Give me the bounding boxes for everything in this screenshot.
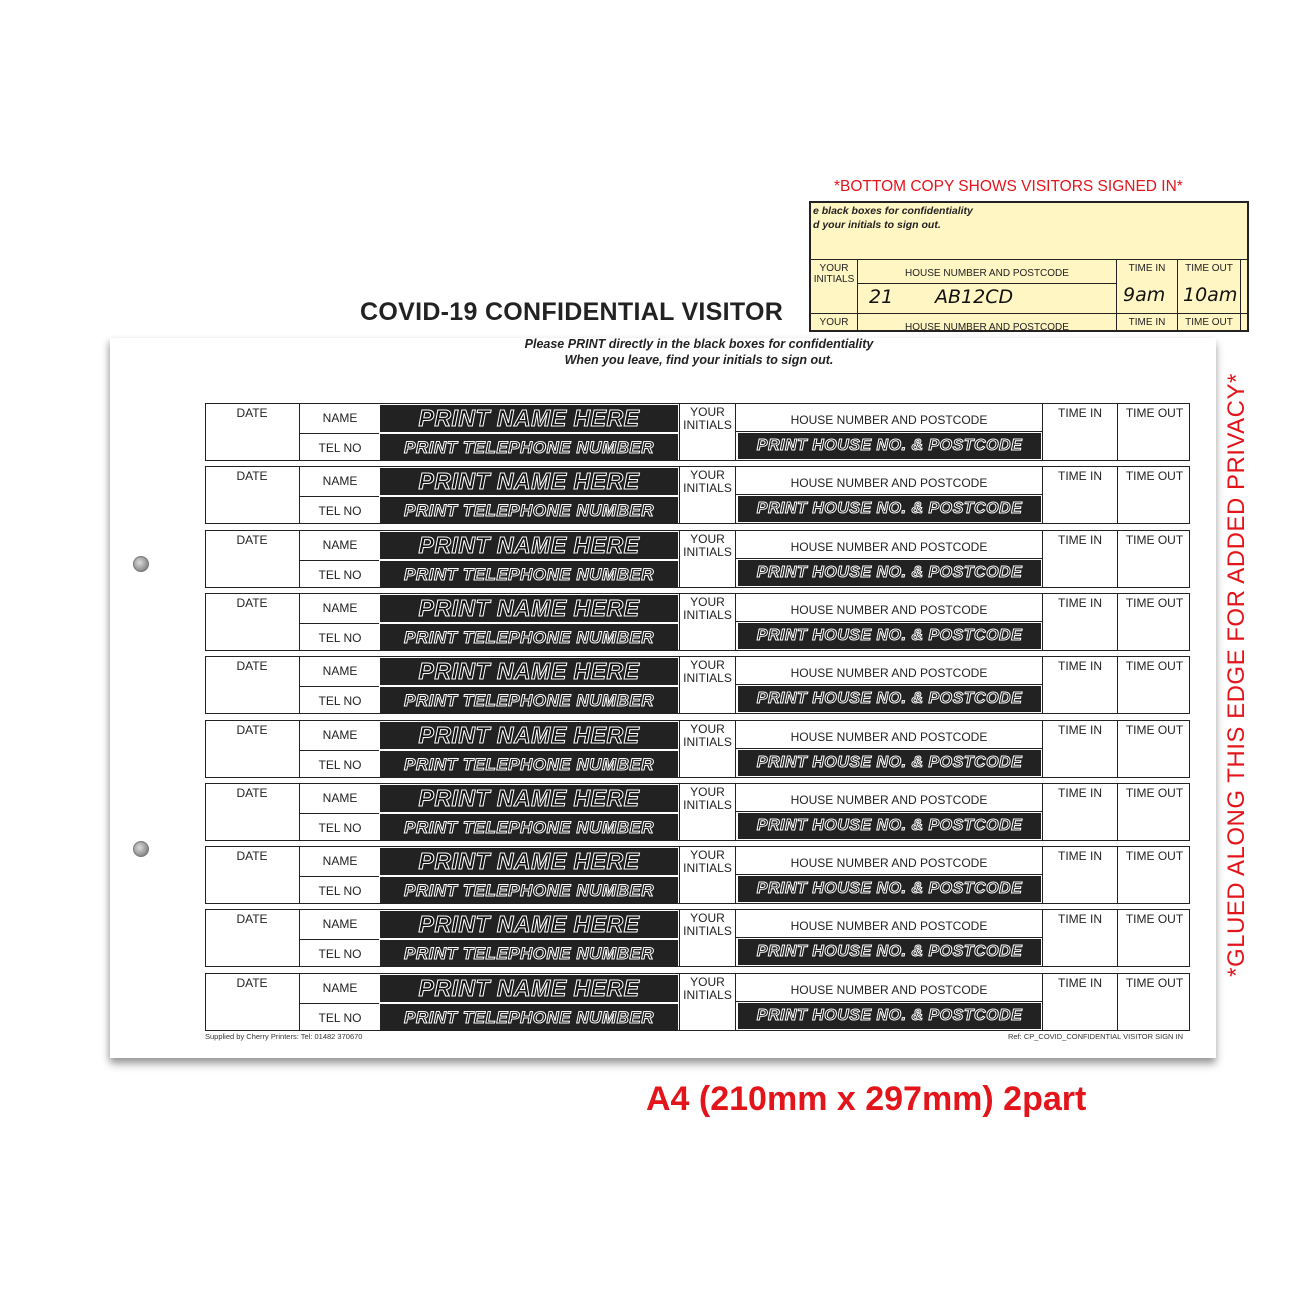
- row-divider: [299, 496, 379, 497]
- time-out-label: TIME OUT: [1125, 596, 1184, 610]
- print-tel-box[interactable]: PRINT TELEPHONE NUMBER: [380, 940, 678, 966]
- row-divider: [735, 494, 1042, 495]
- time-out-label: TIME OUT: [1125, 912, 1184, 926]
- initials-word-1: YOUR: [690, 532, 725, 546]
- row-divider: [299, 1003, 379, 1004]
- row-divider: [299, 623, 379, 624]
- copy-initials-label-2: [813, 317, 855, 328]
- time-in-label: TIME IN: [1058, 786, 1102, 800]
- visitor-row: [205, 466, 1190, 524]
- bottom-copy-note: *BOTTOM COPY SHOWS VISITORS SIGNED IN*: [834, 178, 1183, 195]
- initials-label: [680, 659, 735, 685]
- print-house-box[interactable]: PRINT HOUSE NO. & POSTCODE: [738, 813, 1041, 839]
- print-house-box[interactable]: PRINT HOUSE NO. & POSTCODE: [738, 623, 1041, 649]
- initials-word-2: INITIALS: [683, 481, 732, 495]
- initials-word-1: YOUR: [690, 785, 725, 799]
- row-divider: [299, 813, 379, 814]
- initials-word-2: INITIALS: [683, 418, 732, 432]
- print-name-box[interactable]: PRINT NAME HERE: [380, 658, 678, 685]
- copy-instruction-1: e black boxes for confidentiality: [813, 205, 973, 217]
- tel-label: TEL NO: [318, 1011, 362, 1025]
- row-divider: [735, 811, 1042, 812]
- reference-footer: Ref: CP_COVID_CONFIDENTIAL VISITOR SIGN IN: [1008, 1032, 1184, 1041]
- copy-house-label: HOUSE NUMBER AND POSTCODE: [905, 268, 1069, 279]
- visitor-row: [205, 973, 1190, 1031]
- print-name-box[interactable]: PRINT NAME HERE: [380, 468, 678, 495]
- print-tel-box[interactable]: PRINT TELEPHONE NUMBER: [380, 687, 678, 713]
- date-label: DATE: [236, 849, 268, 863]
- name-label: NAME: [322, 664, 358, 678]
- tel-label: TEL NO: [318, 441, 362, 455]
- time-out-label: TIME OUT: [1125, 659, 1184, 673]
- print-tel-box[interactable]: PRINT TELEPHONE NUMBER: [380, 877, 678, 903]
- print-name-box[interactable]: PRINT NAME HERE: [380, 848, 678, 875]
- visitor-row: [205, 593, 1190, 651]
- row-divider: [299, 560, 379, 561]
- print-tel-box[interactable]: PRINT TELEPHONE NUMBER: [380, 751, 678, 777]
- row-divider: [299, 876, 379, 877]
- copy-time-in-label-2: TIME IN: [1128, 317, 1166, 328]
- name-label: NAME: [322, 411, 358, 425]
- name-label: NAME: [322, 474, 358, 488]
- print-name-box[interactable]: PRINT NAME HERE: [380, 911, 678, 938]
- date-label: DATE: [236, 659, 268, 673]
- visitor-row: [205, 720, 1190, 778]
- time-out-label: TIME OUT: [1125, 976, 1184, 990]
- copy-initials-word-2: INITIALS: [813, 274, 855, 285]
- visitor-row: [205, 530, 1190, 588]
- print-name-box[interactable]: PRINT NAME HERE: [380, 532, 678, 559]
- initials-word-2: INITIALS: [683, 671, 732, 685]
- print-house-box[interactable]: PRINT HOUSE NO. & POSTCODE: [738, 876, 1041, 902]
- date-label: DATE: [236, 912, 268, 926]
- time-in-label: TIME IN: [1058, 912, 1102, 926]
- initials-word-2: INITIALS: [683, 608, 732, 622]
- row-divider: [735, 748, 1042, 749]
- initials-word-1: YOUR: [690, 595, 725, 609]
- initials-word-2: INITIALS: [683, 988, 732, 1002]
- time-in-label: TIME IN: [1058, 533, 1102, 547]
- print-tel-box[interactable]: PRINT TELEPHONE NUMBER: [380, 814, 678, 840]
- initials-word-1: YOUR: [690, 911, 725, 925]
- house-label: HOUSE NUMBER AND POSTCODE: [790, 666, 988, 680]
- punch-hole-bottom: [133, 841, 149, 857]
- house-label: HOUSE NUMBER AND POSTCODE: [790, 540, 988, 554]
- print-house-box[interactable]: PRINT HOUSE NO. & POSTCODE: [738, 686, 1041, 712]
- visitor-row: [205, 846, 1190, 904]
- print-name-box[interactable]: PRINT NAME HERE: [380, 975, 678, 1002]
- time-in-label: TIME IN: [1058, 723, 1102, 737]
- house-label: HOUSE NUMBER AND POSTCODE: [790, 983, 988, 997]
- date-label: DATE: [236, 596, 268, 610]
- date-label: DATE: [236, 786, 268, 800]
- initials-word-2: INITIALS: [683, 798, 732, 812]
- name-label: NAME: [322, 791, 358, 805]
- house-label: HOUSE NUMBER AND POSTCODE: [790, 603, 988, 617]
- instruction-line-2: When you leave, find your initials to sign out.: [564, 353, 834, 367]
- tel-label: TEL NO: [318, 947, 362, 961]
- instruction-line-1: Please PRINT directly in the black boxes for confidentiality: [524, 337, 874, 351]
- form-title: COVID-19 CONFIDENTIAL VISITOR: [360, 298, 784, 326]
- name-label: NAME: [322, 538, 358, 552]
- initials-label: [680, 849, 735, 875]
- row-divider: [735, 621, 1042, 622]
- initials-label: [680, 469, 735, 495]
- tel-label: TEL NO: [318, 758, 362, 772]
- name-label: NAME: [322, 728, 358, 742]
- handwritten-time-out: 10am: [1183, 284, 1238, 306]
- time-in-label: TIME IN: [1058, 596, 1102, 610]
- handwritten-house-number: 21: [869, 286, 894, 308]
- print-house-box[interactable]: PRINT HOUSE NO. & POSTCODE: [738, 1003, 1041, 1029]
- row-divider: [299, 433, 379, 434]
- date-label: DATE: [236, 406, 268, 420]
- house-label: HOUSE NUMBER AND POSTCODE: [790, 413, 988, 427]
- copy-time-out-label-2: TIME OUT: [1185, 317, 1233, 328]
- time-in-label: TIME IN: [1058, 976, 1102, 990]
- tel-label: TEL NO: [318, 884, 362, 898]
- print-name-box[interactable]: PRINT NAME HERE: [380, 405, 678, 432]
- initials-label: [680, 976, 735, 1002]
- tel-label: TEL NO: [318, 568, 362, 582]
- copy-divider: [1240, 313, 1241, 330]
- date-label: DATE: [236, 723, 268, 737]
- tel-label: TEL NO: [318, 504, 362, 518]
- copy-divider: [1116, 313, 1117, 330]
- handwritten-time-in: 9am: [1123, 284, 1166, 306]
- supplier-footer: Supplied by Cherry Printers: Tel: 01482 370670: [205, 1032, 363, 1041]
- copy-time-out-label: TIME OUT: [1185, 263, 1233, 274]
- print-tel-box[interactable]: PRINT TELEPHONE NUMBER: [380, 497, 678, 523]
- print-house-box[interactable]: PRINT HOUSE NO. & POSTCODE: [738, 433, 1041, 459]
- row-divider: [735, 558, 1042, 559]
- glued-edge-note: *GLUED ALONG THIS EDGE FOR ADDED PRIVACY*: [1223, 373, 1250, 977]
- name-label: NAME: [322, 981, 358, 995]
- print-name-box[interactable]: PRINT NAME HERE: [380, 595, 678, 622]
- name-label: NAME: [322, 854, 358, 868]
- initials-label: [680, 786, 735, 812]
- copy-row2-top-rule: [811, 313, 1247, 314]
- copy-initials-label: [813, 263, 855, 285]
- print-tel-box[interactable]: PRINT TELEPHONE NUMBER: [380, 561, 678, 587]
- initials-word-1: YOUR: [690, 722, 725, 736]
- date-label: DATE: [236, 976, 268, 990]
- house-label: HOUSE NUMBER AND POSTCODE: [790, 919, 988, 933]
- print-house-box[interactable]: PRINT HOUSE NO. & POSTCODE: [738, 496, 1041, 522]
- copy-house-rule: [858, 283, 1116, 284]
- name-label: NAME: [322, 917, 358, 931]
- time-in-label: TIME IN: [1058, 469, 1102, 483]
- row-divider: [735, 684, 1042, 685]
- time-out-label: TIME OUT: [1125, 533, 1184, 547]
- row-divider: [735, 1001, 1042, 1002]
- copy-time-in-label: TIME IN: [1128, 263, 1166, 274]
- size-label: A4 (210mm x 297mm) 2part: [646, 1080, 1087, 1118]
- handwritten-postcode: AB12CD: [935, 286, 1014, 308]
- print-tel-box[interactable]: PRINT TELEPHONE NUMBER: [380, 624, 678, 650]
- initials-label: [680, 912, 735, 938]
- bottom-copy-preview: [809, 201, 1249, 332]
- tel-label: TEL NO: [318, 631, 362, 645]
- copy-instruction-2: d your initials to sign out.: [813, 219, 941, 231]
- time-in-label: TIME IN: [1058, 659, 1102, 673]
- row-divider: [735, 937, 1042, 938]
- visitor-row: [205, 783, 1190, 841]
- punch-hole-top: [133, 556, 149, 572]
- row-divider: [735, 874, 1042, 875]
- copy-divider: [1177, 313, 1178, 330]
- tel-label: TEL NO: [318, 821, 362, 835]
- time-out-label: TIME OUT: [1125, 406, 1184, 420]
- house-label: HOUSE NUMBER AND POSTCODE: [790, 476, 988, 490]
- house-label: HOUSE NUMBER AND POSTCODE: [790, 856, 988, 870]
- initials-word-1: YOUR: [690, 658, 725, 672]
- tel-label: TEL NO: [318, 694, 362, 708]
- print-house-box[interactable]: PRINT HOUSE NO. & POSTCODE: [738, 560, 1041, 586]
- house-label: HOUSE NUMBER AND POSTCODE: [790, 793, 988, 807]
- initials-word-2: INITIALS: [683, 545, 732, 559]
- print-tel-box[interactable]: PRINT TELEPHONE NUMBER: [380, 1004, 678, 1030]
- copy-initials-word-1: YOUR: [819, 263, 849, 274]
- house-label: HOUSE NUMBER AND POSTCODE: [790, 730, 988, 744]
- date-label: DATE: [236, 533, 268, 547]
- initials-word-1: YOUR: [690, 848, 725, 862]
- initials-word-2: INITIALS: [683, 861, 732, 875]
- time-out-label: TIME OUT: [1125, 849, 1184, 863]
- print-house-box[interactable]: PRINT HOUSE NO. & POSTCODE: [738, 939, 1041, 965]
- initials-label: [680, 533, 735, 559]
- time-out-label: TIME OUT: [1125, 786, 1184, 800]
- initials-word-1: YOUR: [690, 975, 725, 989]
- visitor-row: [205, 403, 1190, 461]
- print-name-box[interactable]: PRINT NAME HERE: [380, 785, 678, 812]
- time-in-label: TIME IN: [1058, 849, 1102, 863]
- initials-word-1: YOUR: [690, 468, 725, 482]
- time-in-label: TIME IN: [1058, 406, 1102, 420]
- visitor-row: [205, 656, 1190, 714]
- time-out-label: TIME OUT: [1125, 469, 1184, 483]
- row-divider: [299, 750, 379, 751]
- initials-label: [680, 723, 735, 749]
- row-divider: [299, 939, 379, 940]
- initials-word-2: INITIALS: [683, 924, 732, 938]
- initials-word-2: INITIALS: [683, 735, 732, 749]
- initials-label: [680, 406, 735, 432]
- time-out-label: TIME OUT: [1125, 723, 1184, 737]
- copy-initials-word-1: YOUR: [819, 317, 849, 328]
- initials-word-1: YOUR: [690, 405, 725, 419]
- copy-row-top-rule: [811, 259, 1247, 260]
- date-label: DATE: [236, 469, 268, 483]
- print-house-box[interactable]: PRINT HOUSE NO. & POSTCODE: [738, 750, 1041, 776]
- copy-house-label-2: HOUSE NUMBER AND POSTCODE: [905, 322, 1069, 332]
- copy-divider: [857, 313, 858, 330]
- print-name-box[interactable]: PRINT NAME HERE: [380, 722, 678, 749]
- name-label: NAME: [322, 601, 358, 615]
- row-divider: [299, 686, 379, 687]
- visitor-row: [205, 909, 1190, 967]
- row-divider: [735, 431, 1042, 432]
- print-tel-box[interactable]: PRINT TELEPHONE NUMBER: [380, 434, 678, 460]
- initials-label: [680, 596, 735, 622]
